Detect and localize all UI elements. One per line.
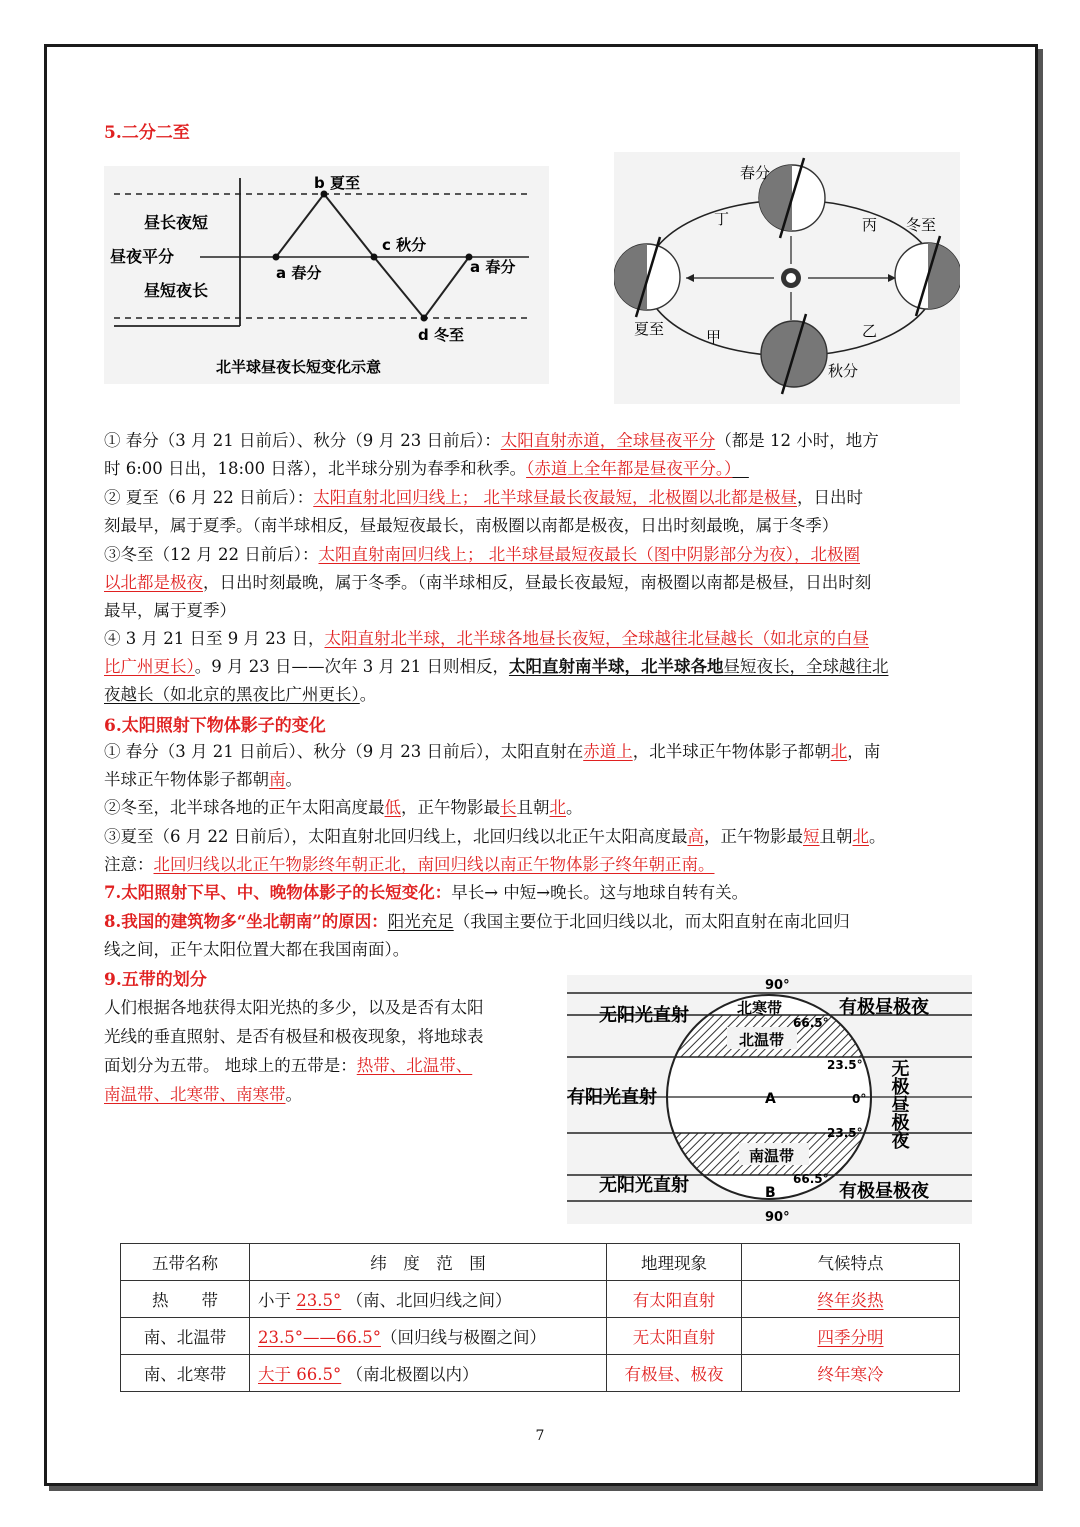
table-row (121, 1281, 960, 1318)
five-zones-text: 人们根据各地获得太阳光热的多少，以及是否有太阳 光线的垂直照射、是否有极昼和极夜现象，将地球表 面划分为五带。 地球上的五带是：热带、北温带、 南温带、北寒带、南寒带。 (104, 998, 484, 1104)
section-5-title: 5.二分二至 (104, 123, 190, 143)
shadow-note: 注意：北回归线以北正午物影终年朝正北，南回归线以南正午物体影子终年朝正南。 (104, 855, 715, 874)
label-north-temperate: 北温带 (739, 1031, 785, 1049)
orbit-label-autumn: 秋分 (828, 362, 859, 380)
table-header-row (121, 1244, 960, 1281)
section-7: 7.太阳照射下早、中、晚物体影子的长短变化：早长→ 中短→晚长。这与地球自转有关。 (104, 883, 749, 902)
label-south-temperate: 南温带 (749, 1147, 795, 1165)
item-half-year: ④ 3 月 21 日至 9 月 23 日，太阳直射北半球，北半球各地昼长夜短，全球越往北昼越长（如北京的白昼 比广州更长）。9 月 23 日——次年 3 月 21 日则相反，太阳直射南半球，北半球各地昼短夜长，全球越往北 夜越长（如北京的黑夜比广州更长）。 (104, 629, 889, 704)
cell-range: 大于 66.5° （南北极圈以内） (250, 1355, 607, 1392)
label-d-winter: d 冬至 (418, 326, 464, 344)
label-direct: 有阳光直射 (567, 1087, 657, 1108)
label-point-b: B (765, 1185, 776, 1201)
label-long-day: 昼长夜短 (144, 213, 209, 232)
zones-figure (567, 975, 972, 1224)
shadow-summer: ③夏至（6 月 22 日前后），太阳直射北回归线上，北回归线以北正午太阳高度最高，正午物影最短且朝北。 (104, 827, 886, 846)
label-0: 0° (852, 1092, 867, 1106)
section-6-title: 6.太阳照射下物体影子的变化 (104, 716, 326, 736)
section-7-title: 7.太阳照射下早、中、晚物体影子的长短变化： (104, 883, 452, 902)
orbit-label-ding: 丁 (714, 210, 730, 228)
label-66-top: 66.5° (793, 1016, 829, 1030)
label-no-direct-bottom: 无阳光直射 (599, 1175, 689, 1196)
cell-name: 南、北温带 (121, 1318, 250, 1355)
five-zones-table (120, 1243, 960, 1392)
earth-winter-icon (895, 236, 960, 316)
orbit-figure (614, 152, 960, 404)
cell-phenomenon: 有极昼、极夜 (607, 1355, 742, 1392)
cell-climate: 终年炎热 (742, 1281, 960, 1318)
shadow-equinox: ① 春分（3 月 21 日前后）、秋分（9 月 23 日前后），太阳直射在赤道上，北半球正午物体影子都朝北，南 半球正午物体影子都朝南。 (104, 742, 881, 789)
daynight-caption: 北半球昼夜长短变化示意 (216, 358, 382, 376)
label-90-bottom: 90° (765, 1210, 790, 1224)
section-9-title: 9.五带的划分 (104, 970, 207, 990)
label-point-a: A (765, 1091, 776, 1107)
header-range: 纬 度 范 围 (250, 1244, 607, 1281)
label-short-day: 昼短夜长 (144, 281, 209, 300)
table-row (121, 1355, 960, 1392)
label-a-spring-2: a 春分 (470, 258, 516, 276)
orbit-label-summer: 夏至 (634, 320, 665, 338)
item-winter-solstice: ③冬至（12 月 22 日前后）：太阳直射南回归线上； 北半球昼最短夜最长（图中阴影部分为夜），北极圈 以北都是极夜，日出时刻最晚，属于冬季。（南半球相反，昼最长夜最短，南极圈以南都是极昼，日出时刻 最早，属于夏季） (104, 545, 872, 620)
orbit-label-yi: 乙 (862, 322, 878, 340)
orbit-label-winter: 冬至 (906, 216, 937, 234)
table-row (121, 1318, 960, 1355)
label-90-top: 90° (765, 978, 790, 993)
orbit-label-jia: 甲 (706, 328, 722, 346)
cell-phenomenon: 无太阳直射 (607, 1318, 742, 1355)
header-climate: 气候特点 (742, 1244, 960, 1281)
label-polar-bottom: 有极昼极夜 (839, 1181, 929, 1202)
section-8-title: 8.我国的建筑物多“坐北朝南”的原因： (104, 912, 388, 931)
shadow-winter: ②冬至，北半球各地的正午太阳高度最低，正午物影最长且朝北。 (104, 798, 583, 817)
cell-climate: 四季分明 (742, 1318, 960, 1355)
orbit-diagram (614, 152, 960, 404)
item-equinox: ① 春分（3 月 21 日前后）、秋分（9 月 23 日前后）：太阳直射赤道，全球昼夜平分（都是 12 小时，地方 时 6:00 日出，18:00 日落），北半球分别为春季和秋季。（赤道上全年都是昼夜平分。） (104, 431, 879, 478)
page-number: 7 (535, 1428, 545, 1444)
cell-range: 23.5°——66.5°（回归线与极圈之间） (250, 1318, 607, 1355)
earth-autumn-icon (761, 314, 827, 394)
orbit-label-bing: 丙 (862, 216, 878, 234)
cell-phenomenon: 有太阳直射 (607, 1281, 742, 1318)
item-summer-solstice: ② 夏至（6 月 22 日前后）：太阳直射北回归线上； 北半球昼最长夜最短，北极圈以北都是极昼，日出时 刻最早，属于夏季。（南半球相反，昼最短夜最长，南极圈以南都是极夜，日出时刻最晚，属于冬季） (104, 488, 863, 535)
cell-name: 热 带 (121, 1281, 250, 1318)
orbit-label-spring: 春分 (740, 164, 771, 182)
label-66-bottom: 66.5° (793, 1172, 829, 1186)
cell-range: 小于 23.5° （南、北回归线之间） (250, 1281, 607, 1318)
cell-climate: 终年寒冷 (742, 1355, 960, 1392)
label-b-summer: b 夏至 (314, 174, 360, 192)
label-23-top: 23.5° (827, 1058, 863, 1072)
label-no-direct-top: 无阳光直射 (599, 1005, 689, 1026)
section-8: 8.我国的建筑物多“坐北朝南”的原因：阳光充足（我国主要位于北回归线以北，而太阳直射在南北回归 线之间，正午太阳位置大都在我国南面）。 (104, 912, 850, 959)
earth-summer-icon (614, 237, 680, 317)
daynight-graph (104, 166, 549, 384)
label-polar-top: 有极昼极夜 (839, 997, 929, 1018)
label-23-bottom: 23.5° (827, 1126, 863, 1140)
label-a-spring: a 春分 (276, 264, 322, 282)
header-name: 五带名称 (121, 1244, 250, 1281)
cell-name: 南、北寒带 (121, 1355, 250, 1392)
label-north-frigid: 北寒带 (737, 999, 783, 1017)
label-equal: 昼夜平分 (110, 247, 175, 266)
zones-diagram (567, 975, 972, 1224)
label-no-polar: 无极昼极夜 (888, 1059, 910, 1149)
daynight-figure (104, 166, 549, 384)
header-phenomenon: 地理现象 (607, 1244, 742, 1281)
label-c-autumn: c 秋分 (382, 236, 427, 254)
